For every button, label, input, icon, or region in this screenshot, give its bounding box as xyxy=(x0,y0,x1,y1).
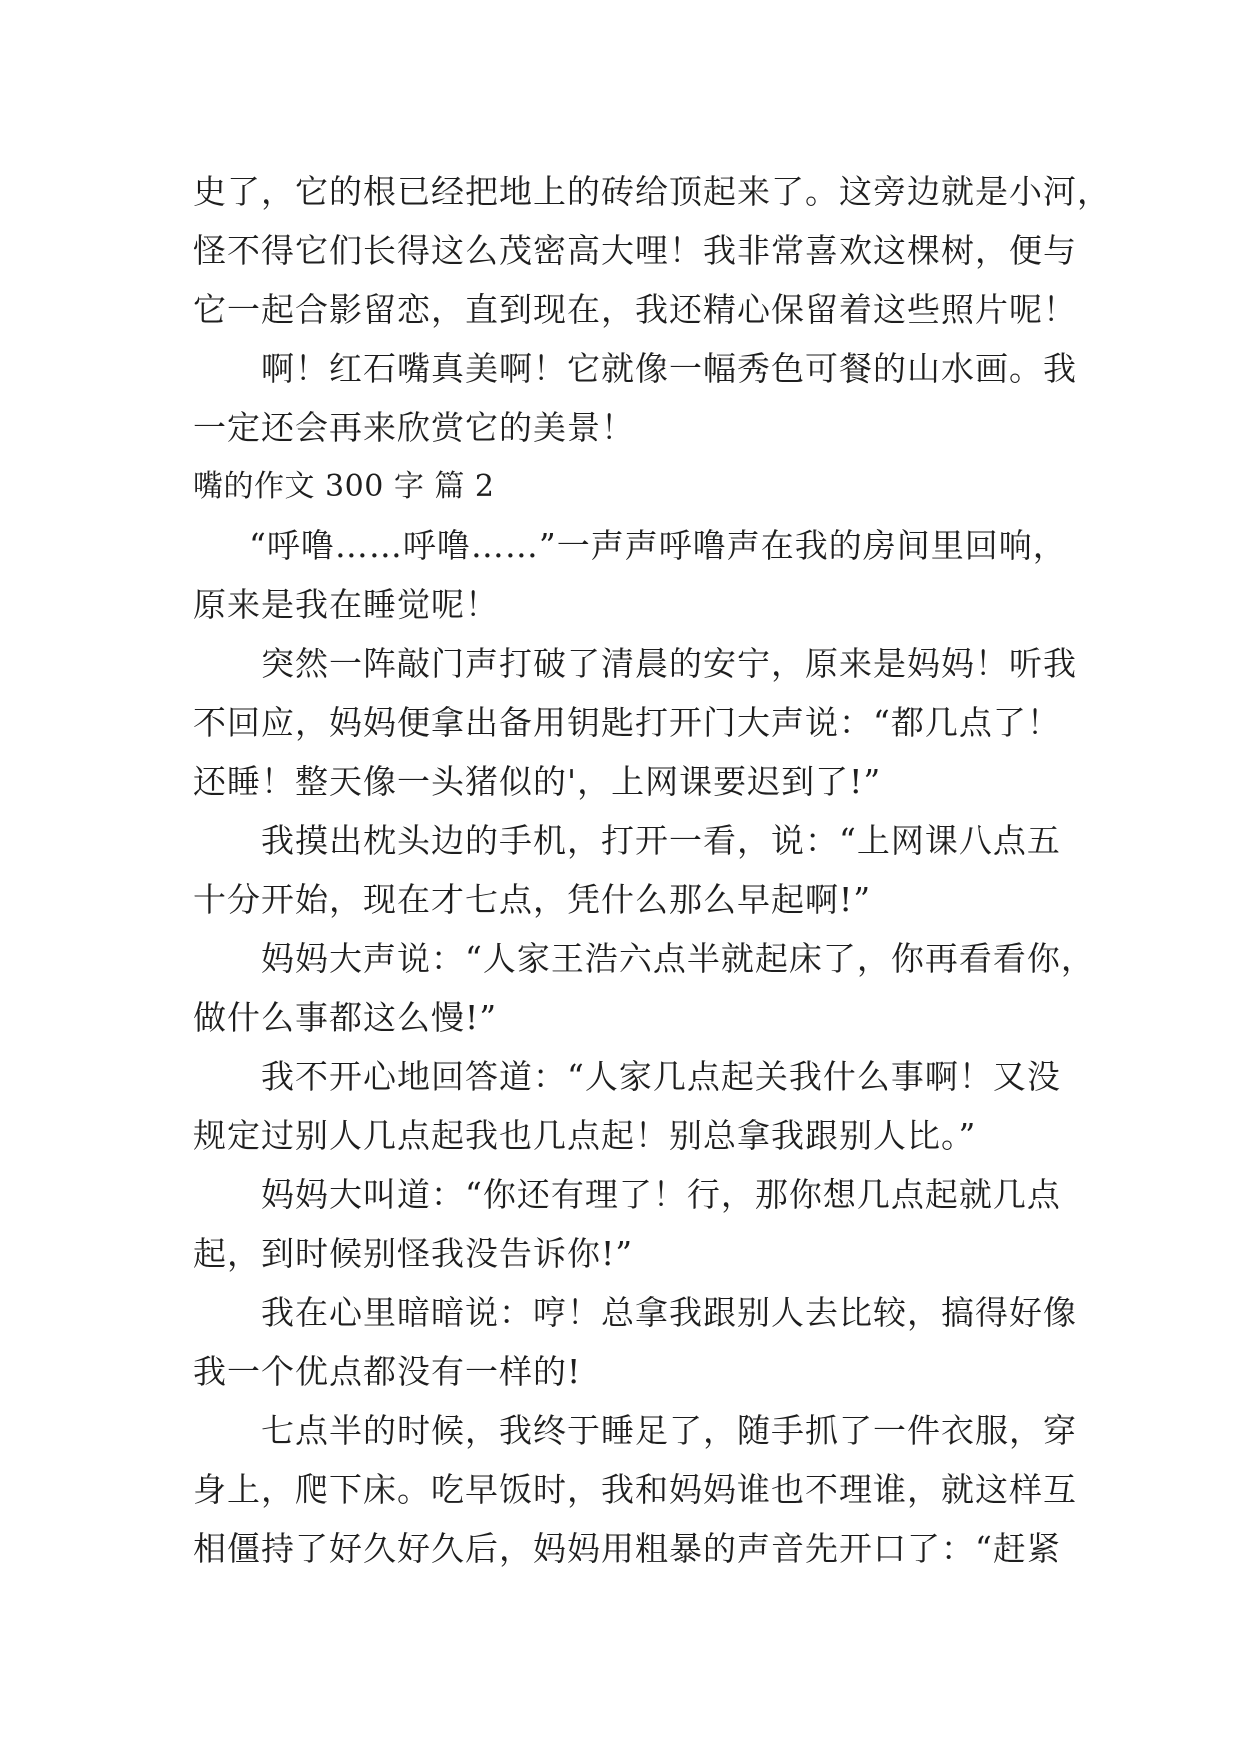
paragraph xyxy=(193,1401,1077,1578)
text-line: 做什么事都这么慢!” xyxy=(193,998,498,1037)
paragraph xyxy=(193,811,1065,929)
paragraph xyxy=(193,1283,1077,1401)
paragraph xyxy=(193,929,1095,1047)
section-heading xyxy=(193,457,1065,516)
text-line: 相僵持了好久好久后，妈妈用粗暴的声音先开口了：“赶紧 xyxy=(193,1529,1061,1568)
text-line: 妈妈大叫道：“你还有理了！行，那你想几点起就几点 xyxy=(261,1175,1061,1214)
text-line: 它一起合影留恋，直到现在，我还精心保留着这些照片呢！ xyxy=(193,290,1077,329)
text-line: 啊！红石嘴真美啊！它就像一幅秀色可餐的山水画。我 xyxy=(261,349,1077,388)
text-line: 起，到时候别怪我没告诉你!” xyxy=(193,1234,634,1273)
text-line: 我一个优点都没有一样的! xyxy=(193,1352,582,1391)
paragraph xyxy=(193,162,1111,339)
text-line: 七点半的时候，我终于睡足了，随手抓了一件衣服，穿 xyxy=(261,1411,1077,1450)
text-line: 十分开始，现在才七点，凭什么那么早起啊!” xyxy=(193,880,872,919)
paragraph xyxy=(193,339,1077,457)
text-line: 规定过别人几点起我也几点起！别总拿我跟别人比。” xyxy=(193,1116,977,1155)
heading-line: 嘴的作文 300 字 篇 2 xyxy=(193,469,495,504)
text-line: “呼噜……呼噜……”一声声呼噜声在我的房间里回响， xyxy=(249,526,1067,565)
text-line: 身上，爬下床。吃早饭时，我和妈妈谁也不理谁，就这样互 xyxy=(193,1470,1077,1509)
document-body xyxy=(193,162,1111,1578)
text-line: 我不开心地回答道：“人家几点起关我什么事啊！又没 xyxy=(261,1057,1061,1096)
paragraph xyxy=(193,634,1077,811)
text-line: 我在心里暗暗说：哼！总拿我跟别人去比较，搞得好像 xyxy=(261,1293,1077,1332)
text-line: 突然一阵敲门声打破了清晨的安宁，原来是妈妈！听我 xyxy=(261,644,1077,683)
paragraph xyxy=(193,516,1065,634)
text-line: 妈妈大声说：“人家王浩六点半就起床了，你再看看你， xyxy=(261,939,1095,978)
text-line: 一定还会再来欣赏它的美景！ xyxy=(193,408,635,447)
text-line: 不回应，妈妈便拿出备用钥匙打开门大声说：“都几点了！ xyxy=(193,703,1061,742)
text-line: 史了，它的根已经把地上的砖给顶起来了。这旁边就是小河， xyxy=(193,172,1111,211)
text-line: 我摸出枕头边的手机，打开一看，说：“上网课八点五 xyxy=(261,821,1061,860)
text-line: 怪不得它们长得这么茂密高大哩！我非常喜欢这棵树，便与 xyxy=(193,231,1077,270)
text-line: 还睡！整天像一头猪似的'，上网课要迟到了!” xyxy=(193,762,882,801)
paragraph xyxy=(193,1047,1065,1165)
paragraph xyxy=(193,1165,1065,1283)
text-line: 原来是我在睡觉呢！ xyxy=(193,585,499,624)
